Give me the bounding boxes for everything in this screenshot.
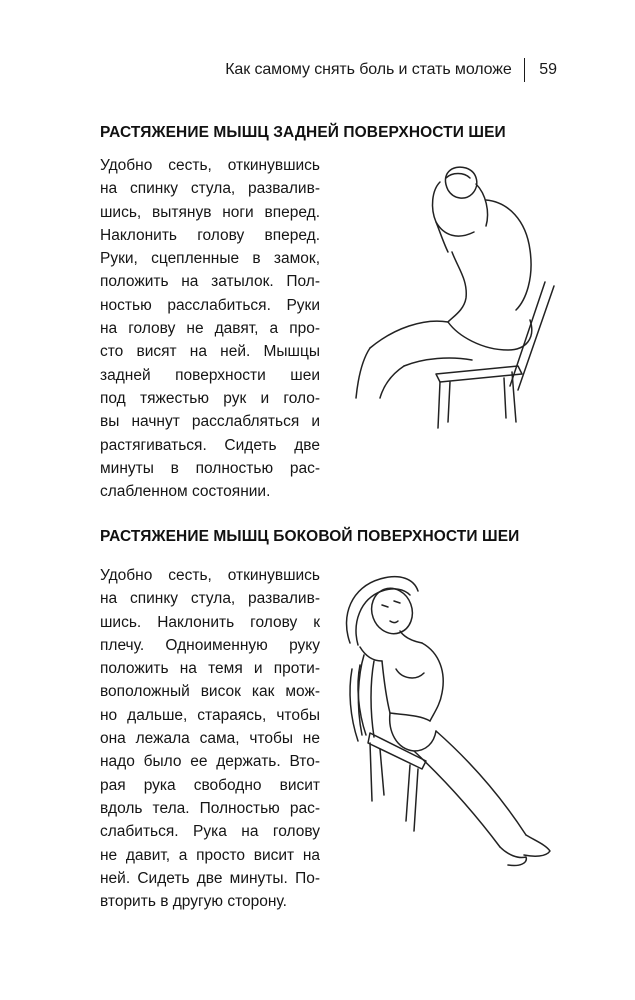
text-line: ней. Сидеть две минуты. По- <box>100 869 320 887</box>
section-text-back-neck <box>100 154 320 503</box>
text-line: рая рука свободно висит <box>100 776 320 794</box>
illustration-seated-head-forward <box>340 160 555 430</box>
text-line: вторить в другую сторону. <box>100 893 287 911</box>
header-divider <box>524 58 526 82</box>
text-line: Удобно сесть, откинувшись <box>100 567 320 584</box>
text-line: положить на темя и проти- <box>100 660 320 678</box>
text-line: шись, вытянув ноги вперед. <box>100 203 320 221</box>
illustration-seated-head-tilt <box>330 565 555 885</box>
text-line: Удобно сесть, откинувшись <box>100 157 320 174</box>
text-line: она лежала сама, чтобы не <box>100 730 320 748</box>
text-line: надо было ее держать. Вто- <box>100 753 320 771</box>
text-line: воположный висок как мож- <box>100 683 320 701</box>
page-number: 59 <box>539 61 557 78</box>
section-heading-back-neck: РАСТЯЖЕНИЕ МЫШЦ ЗАДНЕЙ ПОВЕРХНОСТИ ШЕИ <box>100 124 506 141</box>
text-line: вы начнут расслабляться и <box>100 413 320 431</box>
text-line: Руки, сцепленные в замок, <box>100 250 320 268</box>
text-line: плечу. Одноименную руку <box>100 636 320 654</box>
text-line: на спинку стула, развалив- <box>100 590 320 608</box>
text-line: Наклонить голову вперед. <box>100 226 320 244</box>
text-line: но дальше, стараясь, чтобы <box>100 706 320 724</box>
text-line: не давит, а просто висит на <box>100 846 320 864</box>
text-line: сто висят на ней. Мышцы <box>100 343 320 361</box>
running-head <box>225 58 557 82</box>
text-line: ностью расслабиться. Руки <box>100 296 320 314</box>
text-line: минуты в полностью рас- <box>100 459 320 477</box>
text-line: слабленном состоянии. <box>100 483 271 501</box>
text-line: вдоль тела. Полностью рас- <box>100 799 320 817</box>
text-line: под тяжестью рук и голо- <box>100 389 320 407</box>
figure-seated-head-forward-drawing <box>340 160 555 430</box>
running-title: Как самому снять боль и стать моложе <box>225 61 512 78</box>
text-line: на голову не давят, а про- <box>100 320 320 338</box>
figure-seated-head-tilt-drawing <box>330 565 555 885</box>
text-line: на спинку стула, развалив- <box>100 180 320 198</box>
text-line: положить на затылок. Пол- <box>100 273 320 291</box>
section-text-side-neck <box>100 564 320 913</box>
section-heading-side-neck: РАСТЯЖЕНИЕ МЫШЦ БОКОВОЙ ПОВЕРХНОСТИ ШЕИ <box>100 528 520 545</box>
text-line: слабиться. Рука на голову <box>100 823 320 841</box>
text-line: шись. Наклонить голову к <box>100 613 320 631</box>
text-line: растягиваться. Сидеть две <box>100 436 320 454</box>
text-line: задней поверхности шеи <box>100 366 320 384</box>
